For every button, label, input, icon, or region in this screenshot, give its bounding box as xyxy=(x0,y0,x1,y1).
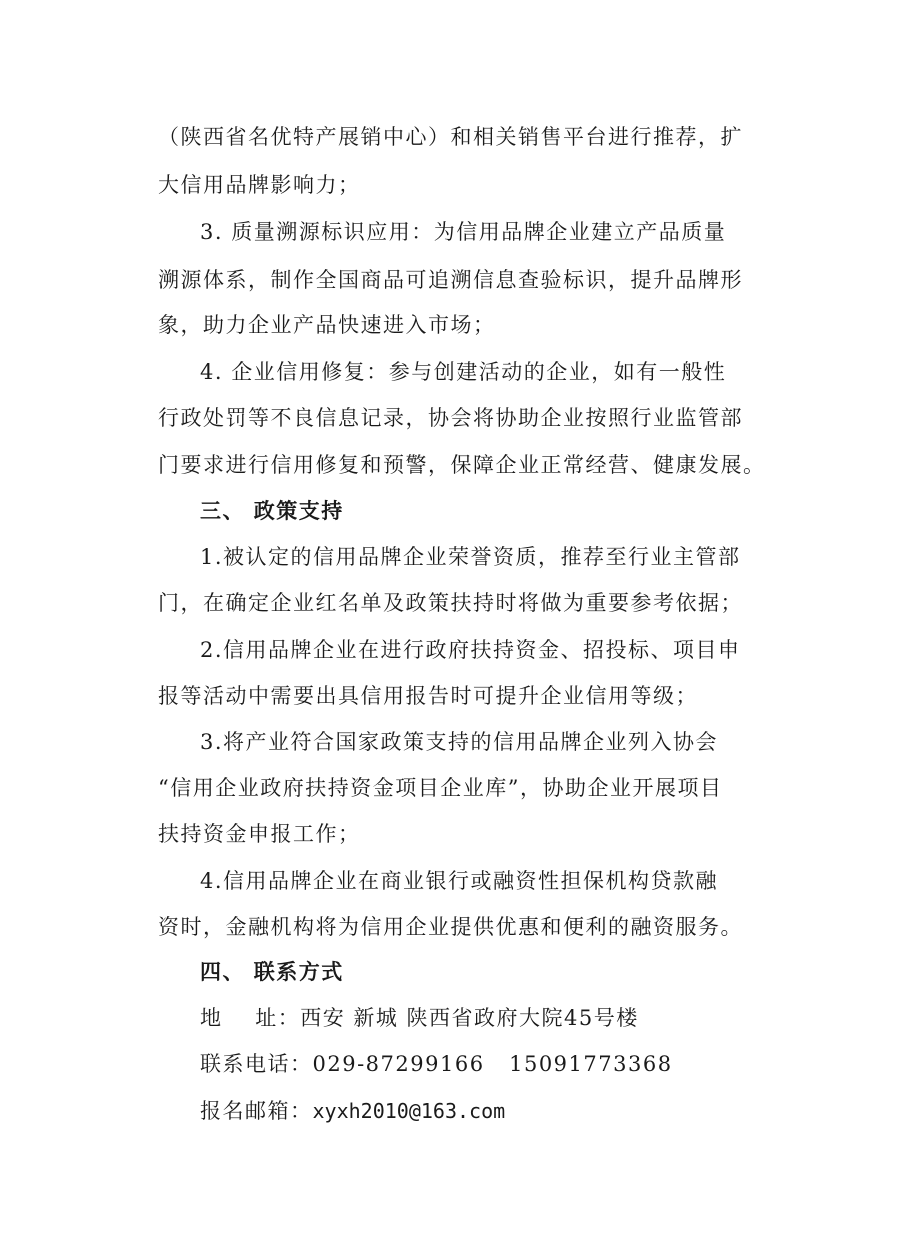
paragraph-line-13: 报等活动中需要出具信用报告时可提升企业信用等级； xyxy=(158,684,698,708)
item-3-quality-trace: 3. 质量溯源标识应用：为信用品牌企业建立产品质量 xyxy=(200,220,727,244)
policy-item-1: 1.被认定的信用品牌企业荣誉资质，推荐至行业主管部 xyxy=(200,545,741,569)
phone-value: 029-87299166 15091773368 xyxy=(312,1052,673,1076)
paragraph-line-4: 溯源体系，制作全国商品可追溯信息查验标识，提升品牌形 xyxy=(158,268,743,292)
paragraph-line-16: 扶持资金申报工作； xyxy=(158,822,361,846)
item-4-credit-repair: 4. 企业信用修复：参与创建活动的企业，如有一般性 xyxy=(200,360,727,384)
paragraph-line-8: 门要求进行信用修复和预警，保障企业正常经营、健康发展。 xyxy=(158,453,766,477)
policy-item-3: 3.将产业符合国家政策支持的信用品牌企业列入协会 xyxy=(200,730,719,754)
section-heading-policy-support: 三、 政策支持 xyxy=(200,498,344,523)
email-value[interactable]: xyxh2010@163.com xyxy=(312,1099,506,1123)
policy-item-2: 2.信用品牌企业在进行政府扶持资金、招投标、项目申 xyxy=(200,638,741,662)
email-label: 报名邮箱： xyxy=(200,1099,313,1123)
contact-email xyxy=(200,1096,505,1126)
policy-item-4: 4.信用品牌企业在商业银行或融资性担保机构贷款融 xyxy=(200,869,719,893)
contact-address xyxy=(200,1003,639,1033)
section-heading-contact: 四、 联系方式 xyxy=(200,959,344,984)
paragraph-line-1: （陕西省名优特产展销中心）和相关销售平台进行推荐，扩 xyxy=(158,125,743,149)
paragraph-line-2: 大信用品牌影响力； xyxy=(158,173,361,197)
paragraph-line-15: “信用企业政府扶持资金项目企业库”，协助企业开展项目 xyxy=(158,776,723,800)
paragraph-line-11: 门，在确定企业红名单及政策扶持时将做为重要参考依据； xyxy=(158,591,743,615)
paragraph-line-5: 象，助力企业产品快速进入市场； xyxy=(158,313,496,337)
paragraph-line-7: 行政处罚等不良信息记录，协会将协助企业按照行业监管部 xyxy=(158,406,743,430)
address-value: 西安 新城 陕西省政府大院45号楼 xyxy=(300,1006,639,1030)
phone-label: 联系电话： xyxy=(200,1052,313,1076)
address-label: 地 址： xyxy=(200,1006,301,1030)
contact-phone xyxy=(200,1049,673,1079)
paragraph-line-18: 资时，金融机构将为信用企业提供优惠和便利的融资服务。 xyxy=(158,915,743,939)
